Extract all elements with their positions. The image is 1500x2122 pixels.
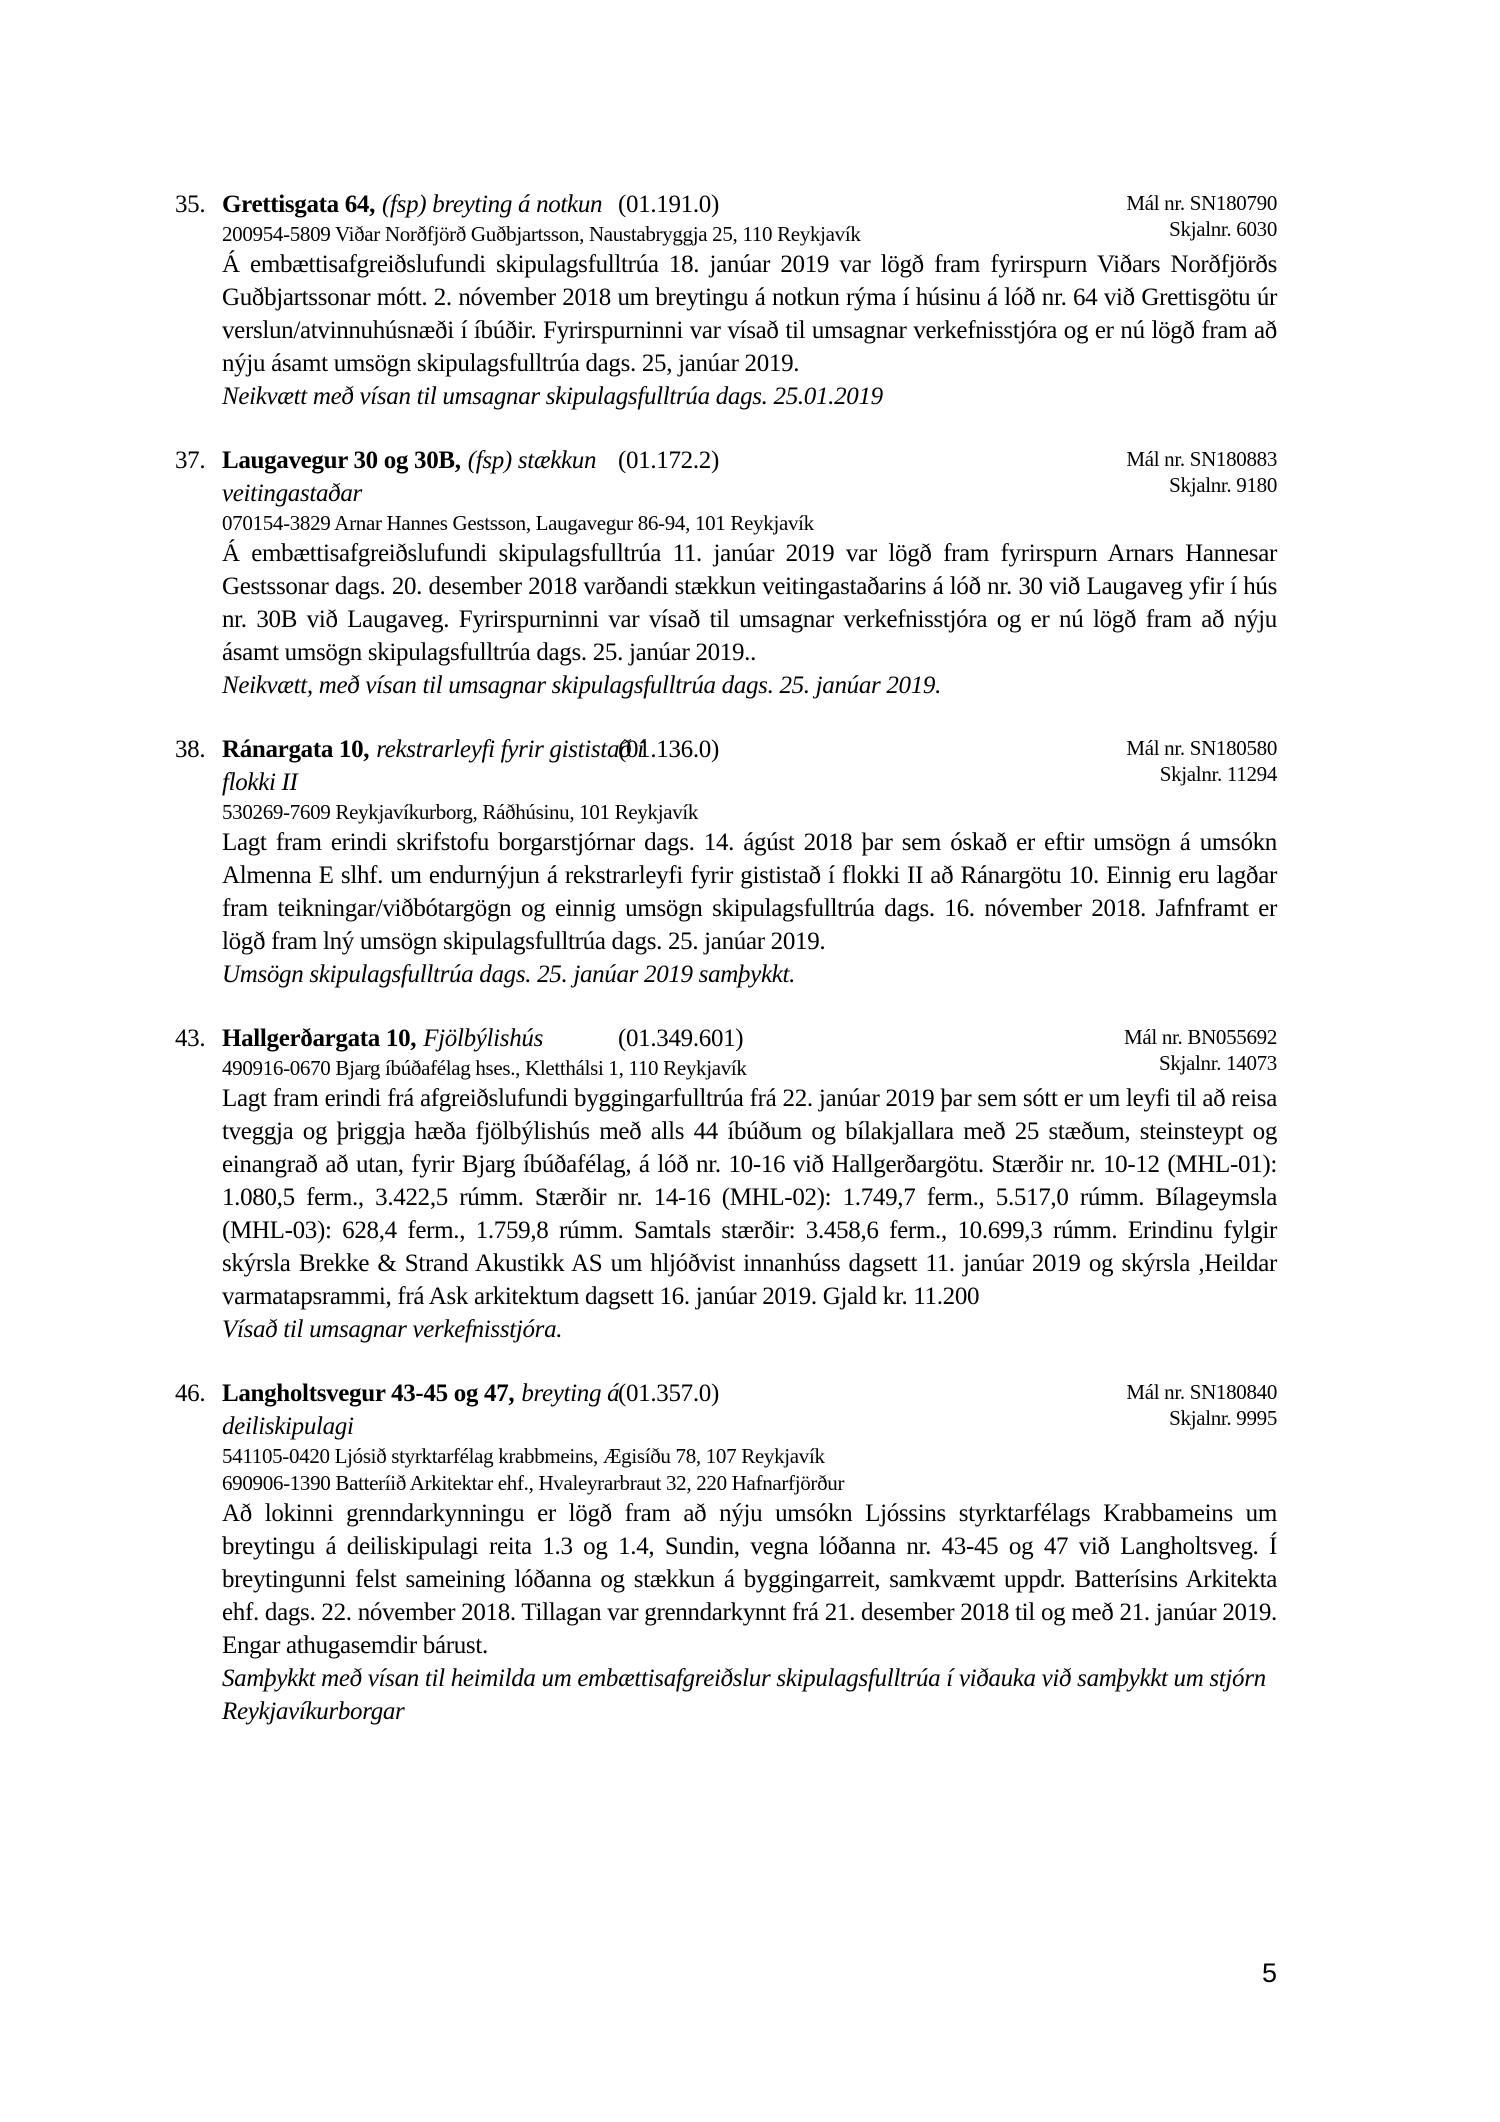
agenda-item: [175, 188, 1277, 413]
item-subtitle: (fsp) breyting á notkun: [382, 191, 603, 218]
item-title-line: [222, 188, 1277, 221]
item-title-line: [222, 444, 1277, 477]
agenda-item: [175, 444, 1277, 702]
item-title-line: [222, 1377, 1277, 1410]
item-title: Ránargata 10,: [222, 736, 370, 763]
item-title-line: [222, 733, 1277, 766]
item-subtitle: breyting á: [521, 1380, 620, 1407]
party-line: 070154-3829 Arnar Hannes Gestsson, Laugavegur 86-94, 101 Reykjavík: [222, 511, 814, 535]
item-conclusion: Vísað til umsagnar verkefnisstjóra.: [222, 1316, 563, 1343]
item-subtitle-line2: flokki II: [222, 769, 298, 796]
item-body: Lagt fram erindi skrifstofu borgarstjórnar dags. 14. ágúst 2018 þar sem óskað er eftir umsögn á umsókn Almenna E slhf. um endurnýjun á rekstrarleyfi fyrir gististað í flokki II að Ránargötu 10. Einnig eru lagðar fram teikningar/viðbótargögn og einnig umsögn skipulagsfulltrúa dags. 16. nóvember 2018. Jafnframt er lögð fram lný umsögn skipulagsfulltrúa dags. 25. janúar 2019.: [222, 829, 1277, 955]
party-line: 690906-1390 Batteríið Arkitektar ehf., Hvaleyrarbraut 32, 220 Hafnarfjörður: [222, 1471, 845, 1495]
item-header: [222, 733, 1277, 799]
item-body: Að lokinni grenndarkynningu er lögð fram að nýju umsókn Ljóssins styrktarfélags Krabbameins um breytingu á deiliskipulagi reita 1.3 og 1.4, Sundin, vegna lóðanna nr. 43-45 og 47 við Langholtsveg. Í breytingunni felst sameining lóðanna og stækkun á byggingarreit, samkvæmt uppdr. Batterísins Arkitekta ehf. dags. 22. nóvember 2018. Tillagan var grenndarkynnt frá 21. desember 2018 til og með 21. janúar 2019. Engar athugasemdir bárust.: [222, 1500, 1277, 1659]
party-lines: [222, 1443, 1277, 1497]
item-number: 43.: [175, 1025, 206, 1052]
document-number: Skjalnr. 11294: [1159, 762, 1277, 786]
party-line: 530269-7609 Reykjavíkurborg, Ráðhúsinu, 101 Reykjavík: [222, 800, 699, 824]
item-body: Lagt fram erindi frá afgreiðslufundi byggingarfulltrúa frá 22. janúar 2019 þar sem sótt er um leyfi til að reisa tveggja og þriggja hæða fjölbýlishús með alls 44 íbúðum og bílakjallara með 25 stæðum, steinsteypt og einangrað að utan, fyrir Bjarg íbúðafélag, á lóð nr. 10-16 við Hallgerðargötu. Stærðir nr. 10-12 (MHL-01): 1.080,5 ferm., 3.422,5 rúmm. Stærðir nr. 14-16 (MHL-02): 1.749,7 ferm., 5.517,0 rúmm. Bílageymsla (MHL-03): 628,4 ferm., 1.759,8 rúmm. Samtals stærðir: 3.458,6 ferm., 10.699,3 rúmm. Erindinu fylgir skýrsla Brekke & Strand Akustikk AS um hljóðvist innanhúss dagsett 11. janúar 2019 og skýrsla ,Heildar varmatapsrammi, frá Ask arkitektum dagsett 16. janúar 2019. Gjald kr. 11.200: [222, 1085, 1277, 1310]
document-number: Skjalnr. 9995: [1169, 1406, 1277, 1430]
item-plan-code: (01.191.0): [618, 191, 719, 218]
agenda-item: [175, 1022, 1277, 1346]
case-number: Mál nr. SN180840: [1126, 1380, 1277, 1404]
item-conclusion: Umsögn skipulagsfulltrúa dags. 25. janúar 2019 samþykkt.: [222, 961, 796, 988]
document-number: Skjalnr. 14073: [1158, 1051, 1277, 1075]
party-lines: [222, 510, 1277, 537]
case-number: Mál nr. SN180883: [1126, 447, 1277, 471]
party-lines: [222, 799, 1277, 826]
item-references: [1126, 735, 1277, 787]
party-lines: [222, 1055, 1277, 1082]
item-references: [1126, 1379, 1277, 1431]
case-number: Mál nr. SN180580: [1126, 736, 1277, 760]
items-container: [175, 188, 1277, 1759]
party-lines: [222, 221, 1277, 248]
item-number: 46.: [175, 1380, 206, 1407]
item-subtitle: rekstrarleyfi fyrir gististað í: [376, 736, 644, 763]
party-line: 200954-5809 Viðar Norðfjörð Guðbjartsson, Naustabryggja 25, 110 Reykjavík: [222, 222, 861, 246]
party-line: 490916-0670 Bjarg íbúðafélag hses., Kletthálsi 1, 110 Reykjavík: [222, 1056, 747, 1080]
item-plan-code: (01.349.601): [618, 1025, 744, 1052]
item-body: Á embættisafgreiðslufundi skipulagsfulltrúa 11. janúar 2019 var lögð fram fyrirspurn Arnars Hannesar Gestssonar dags. 20. desember 2018 varðandi stækkun veitingastaðarins á lóð nr. 30 við Laugaveg yfir í hús nr. 30B við Laugaveg. Fyrirspurninni var vísað til umsagnar verkefnisstjóra og er nú lögð fram að nýju ásamt umsögn skipulagsfulltrúa dags. 25. janúar 2019..: [222, 540, 1277, 666]
item-subtitle: Fjölbýlishús: [423, 1025, 543, 1052]
document-number: Skjalnr. 9180: [1169, 473, 1277, 497]
item-header: [222, 1377, 1277, 1443]
item-body: Á embættisafgreiðslufundi skipulagsfulltrúa 18. janúar 2019 var lögð fram fyrirspurn Viðars Norðfjörðs Guðbjartssonar mótt. 2. nóvember 2018 um breytingu á notkun rýma í húsinu á lóð nr. 64 við Grettisgötu úr verslun/atvinnuhúsnæði í íbúðir. Fyrirspurninni var vísað til umsagnar verkefnisstjóra og er nú lögð fram að nýju ásamt umsögn skipulagsfulltrúa dags. 25, janúar 2019.: [222, 251, 1277, 377]
item-references: [1126, 190, 1277, 242]
document-number: Skjalnr. 6030: [1169, 217, 1277, 241]
item-title: Hallgerðargata 10,: [222, 1025, 417, 1052]
item-number: 38.: [175, 736, 206, 763]
item-title-line: [222, 1022, 1277, 1055]
item-conclusion: Samþykkt með vísan til heimilda um embættisafgreiðslur skipulagsfulltrúa í viðauka við samþykkt um stjórn Reykjavíkurborgar: [222, 1665, 1266, 1725]
page-number: 5: [1261, 1958, 1277, 1988]
item-header: [222, 444, 1277, 510]
item-number: 37.: [175, 447, 206, 474]
item-references: [1124, 1024, 1277, 1076]
item-conclusion: Neikvætt með vísan til umsagnar skipulagsfulltrúa dags. 25.01.2019: [222, 383, 883, 410]
item-number: 35.: [175, 191, 206, 218]
item-title: Laugavegur 30 og 30B,: [222, 447, 461, 474]
item-conclusion: Neikvætt, með vísan til umsagnar skipulagsfulltrúa dags. 25. janúar 2019.: [222, 672, 941, 699]
item-plan-code: (01.136.0): [618, 736, 719, 763]
party-line: 541105-0420 Ljósið styrktarfélag krabbmeins, Ægisíðu 78, 107 Reykjavík: [222, 1444, 825, 1468]
item-plan-code: (01.172.2): [618, 447, 719, 474]
item-subtitle-line2: veitingastaðar: [222, 480, 362, 507]
item-references: [1126, 446, 1277, 498]
item-subtitle: (fsp) stækkun: [467, 447, 597, 474]
case-number: Mál nr. BN055692: [1124, 1025, 1277, 1049]
agenda-item: [175, 1377, 1277, 1728]
agenda-item: [175, 733, 1277, 991]
item-title: Langholtsvegur 43-45 og 47,: [222, 1380, 515, 1407]
item-plan-code: (01.357.0): [618, 1380, 719, 1407]
item-subtitle-line2: deiliskipulagi: [222, 1413, 354, 1440]
item-title: Grettisgata 64,: [222, 191, 376, 218]
case-number: Mál nr. SN180790: [1126, 191, 1277, 215]
